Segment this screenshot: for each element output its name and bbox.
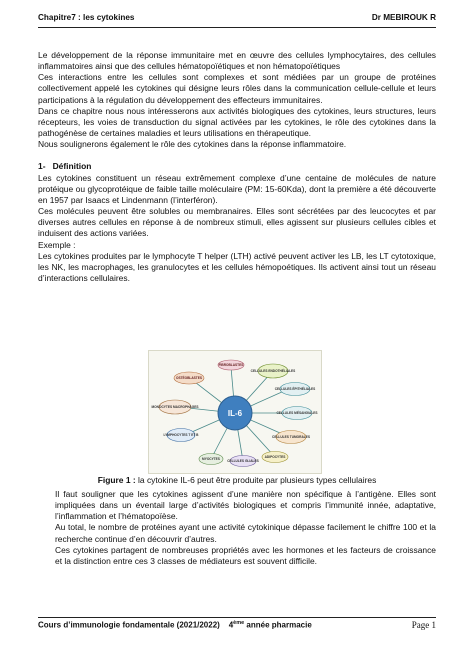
cell-label: CELLULES ENDOTHÉLIALES [250, 369, 296, 374]
intro-paragraph: Dans ce chapitre nous nous intéresserons aux activités biologiques des cytokines, leurs structures, leurs récepteurs, les voies de transduction du signal activées par les cytokines, le rôle des cytokines dans la pathogénèse de certaines maladies et leurs utilisations en thérapeutique. [38, 105, 436, 139]
closing-text [55, 489, 436, 567]
definition-paragraph: Exemple : [38, 239, 76, 250]
definition-paragraph: Ces molécules peuvent être solubles ou membranaires. Elles sont sécrétées par des leucocytes et par diverses autres cellules en réponse à de nombreux stimuli, elles agissent sur plusieurs cellules cibles et induisent des actions variées. [38, 206, 436, 239]
main-text [38, 50, 436, 284]
il6-diagram [149, 351, 321, 473]
il6-figure [148, 350, 322, 474]
page-header [38, 13, 436, 27]
cell-label: ADIPOCYTES [264, 455, 286, 460]
author: Dr MEBIROUK R [371, 13, 436, 22]
il6-label: IL-6 [227, 409, 243, 418]
definition-paragraph: Les cytokines produites par le lymphocyte T helper (LTH) activé peuvent activer les LB, les LT cytotoxique, les NK, les macrophages, les granulocytes et les cellules hémopoétiques. Ils activent ainsi tout un réseau d’interactions cellulaires. [38, 250, 436, 283]
section-number: 1- [38, 161, 46, 172]
cell-label: CELLULES ÉPITHÉLIALES [274, 387, 316, 392]
page-number: Page 1 [411, 620, 436, 630]
caption-label: Figure 1 : [97, 475, 136, 485]
cell-label: OSTÉOBLASTES [175, 376, 203, 381]
chapter-title: Chapitre7 : les cytokines [38, 13, 135, 22]
closing-paragraph: Ces cytokines partagent de nombreuses propriétés avec les hormones et les facteurs de croissance et la distinction entre ces 3 classes de médiateurs est souvent difficile. [55, 544, 436, 566]
course-title: Cours d’immunologie fondamentale (2021/2022) 4ème année pharmacie [38, 620, 312, 630]
section-title: Définition [52, 161, 92, 172]
cell-label: CELLULES TUMORALES [272, 435, 310, 440]
intro-paragraph: Ces interactions entre les cellules sont complexes et sont médiées par un groupe de protéines collectivement appelé les cytokines qui désigne leurs rôles dans la communication cellule-cellule et leurs participations à la régulation du développement des effecteurs immunitaires. [38, 72, 436, 105]
cell-label: MONOCYTES MACROPHAGES [151, 405, 199, 410]
intro-paragraph: Le développement de la réponse immunitaire met en œuvre des cellules lymphocytaires, des cellules inflammatoires ainsi que des cellules hématopoïétiques et non hématopoïétiques [38, 50, 436, 72]
footer-rule [38, 617, 436, 618]
closing-paragraph: Au total, le nombre de protéines ayant une activité cytokinique dépasse facilement le chiffre 100 et la recherche continue d’en découvrir d’autres. [55, 522, 436, 544]
caption-text: la cytokine IL-6 peut être produite par plusieurs types cellulaires [135, 475, 377, 485]
cell-label: FIBROBLASTES [218, 363, 244, 368]
section-heading [38, 161, 436, 172]
cell-label: MYOCYTES [202, 457, 220, 462]
cell-label: LYMPHOCYTES T ET B [163, 433, 199, 438]
figure-caption [38, 475, 436, 485]
definition-paragraph: Les cytokines constituent un réseau extrêmement complexe d’une centaine de molécules de nature protéique ou glycoprotéique de faible taille moléculaire (PM: 15-60Kda), dont la première a été découverte en 1957 par Isaacs et Lindenmann (l’interféron). [38, 172, 436, 205]
cell-label: CELLULES GLIALES [227, 459, 259, 464]
cell-label: CELLULES MÉSANGIALES [276, 411, 318, 416]
closing-paragraph: Il faut souligner que les cytokines agissent d’une manière non spécifique à l’antigène. Elles sont impliquées dans un éventail large d’activités biologiques et compris l’immunité innée, adaptative, l’inflammation et l’hématopoïèse. [55, 489, 436, 522]
header-rule [38, 27, 436, 28]
intro-paragraph: Nous soulignerons également le rôle des cytokines dans la réponse inflammatoire. [38, 139, 347, 150]
